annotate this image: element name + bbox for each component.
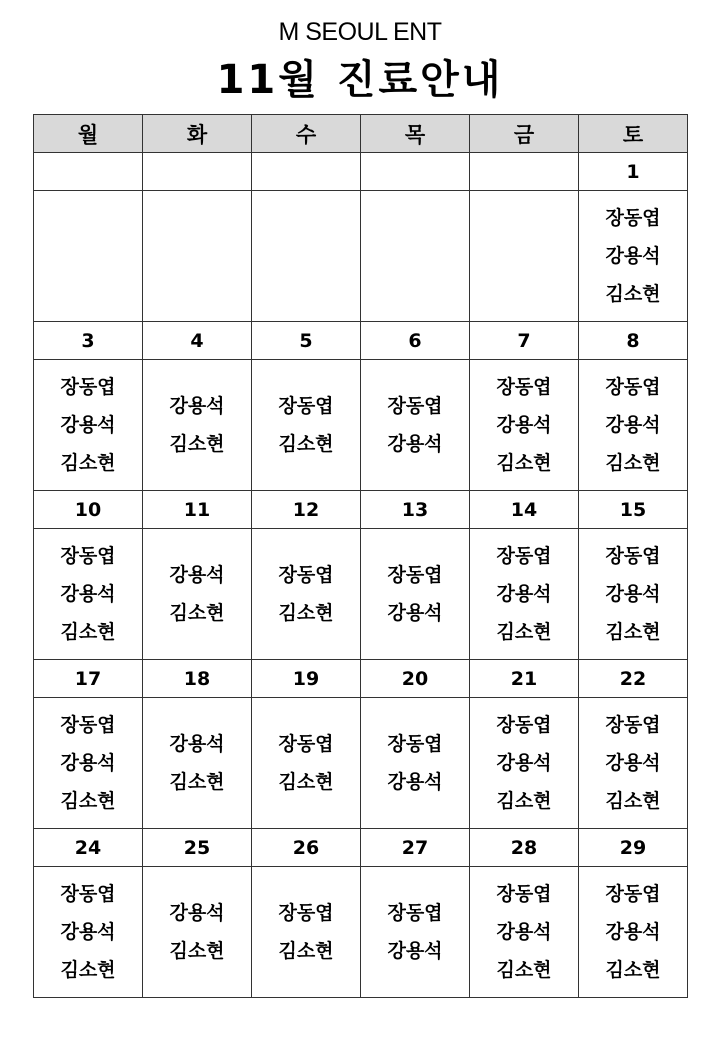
doctor-cell	[579, 529, 688, 660]
doctor-name: 강용석	[169, 395, 225, 417]
doctor-name: 장동엽	[60, 714, 116, 736]
doctor-row	[34, 360, 688, 491]
doctor-name: 김소현	[496, 790, 552, 812]
doctor-name: 김소현	[278, 771, 334, 793]
doctor-name: 장동엽	[60, 545, 116, 567]
date-cell: 28	[470, 829, 579, 867]
doctor-name: 장동엽	[387, 564, 443, 586]
doctor-name: 장동엽	[496, 714, 552, 736]
doctor-name: 강용석	[605, 921, 661, 943]
date-cell: 24	[34, 829, 143, 867]
doctor-row	[34, 529, 688, 660]
doctor-name: 김소현	[169, 433, 225, 455]
schedule-table	[33, 114, 688, 998]
doctor-cell	[252, 698, 361, 829]
doctor-name: 장동엽	[605, 545, 661, 567]
doctor-cell	[470, 360, 579, 491]
doctor-name: 김소현	[496, 959, 552, 981]
doctor-cell	[252, 191, 361, 322]
date-cell: 4	[143, 322, 252, 360]
doctor-cell	[361, 698, 470, 829]
doctor-name: 김소현	[278, 433, 334, 455]
date-cell	[143, 153, 252, 191]
doctor-name: 김소현	[278, 940, 334, 962]
date-cell: 19	[252, 660, 361, 698]
weekday-header: 목	[361, 115, 470, 153]
date-row	[34, 153, 688, 191]
doctor-cell	[361, 867, 470, 998]
date-cell: 27	[361, 829, 470, 867]
doctor-name: 장동엽	[60, 376, 116, 398]
doctor-name: 강용석	[60, 921, 116, 943]
doctor-name: 김소현	[278, 602, 334, 624]
date-cell: 22	[579, 660, 688, 698]
doctor-name: 강용석	[169, 902, 225, 924]
weekday-header: 화	[143, 115, 252, 153]
page-title: 11월 진료안내	[216, 57, 504, 103]
date-cell: 20	[361, 660, 470, 698]
doctor-cell	[470, 867, 579, 998]
date-cell: 18	[143, 660, 252, 698]
date-cell	[361, 153, 470, 191]
doctor-name: 김소현	[60, 452, 116, 474]
doctor-row	[34, 191, 688, 322]
date-cell: 7	[470, 322, 579, 360]
doctor-cell	[143, 867, 252, 998]
doctor-name: 장동엽	[605, 207, 661, 229]
date-cell: 29	[579, 829, 688, 867]
weekday-header: 월	[34, 115, 143, 153]
doctor-name: 장동엽	[278, 564, 334, 586]
doctor-cell	[579, 360, 688, 491]
doctor-name: 김소현	[605, 452, 661, 474]
doctor-name: 강용석	[496, 583, 552, 605]
doctor-name: 강용석	[387, 940, 443, 962]
doctor-name: 강용석	[60, 414, 116, 436]
date-cell: 6	[361, 322, 470, 360]
weekday-header-row	[34, 115, 688, 153]
doctor-name: 김소현	[496, 452, 552, 474]
doctor-name: 장동엽	[278, 395, 334, 417]
doctor-name: 장동엽	[496, 376, 552, 398]
doctor-name: 강용석	[169, 733, 225, 755]
date-cell: 12	[252, 491, 361, 529]
doctor-name: 장동엽	[387, 902, 443, 924]
doctor-cell	[34, 698, 143, 829]
doctor-name: 강용석	[169, 564, 225, 586]
doctor-name: 강용석	[60, 752, 116, 774]
doctor-name: 장동엽	[605, 883, 661, 905]
doctor-name: 장동엽	[496, 545, 552, 567]
doctor-cell	[579, 867, 688, 998]
doctor-cell	[143, 529, 252, 660]
doctor-cell	[361, 529, 470, 660]
doctor-name: 강용석	[60, 583, 116, 605]
date-cell: 26	[252, 829, 361, 867]
date-row	[34, 491, 688, 529]
weekday-header: 금	[470, 115, 579, 153]
doctor-name: 장동엽	[387, 733, 443, 755]
doctor-name: 강용석	[496, 414, 552, 436]
doctor-name: 김소현	[169, 602, 225, 624]
doctor-name: 김소현	[605, 621, 661, 643]
doctor-cell	[579, 191, 688, 322]
doctor-cell	[34, 360, 143, 491]
date-row	[34, 660, 688, 698]
doctor-name: 김소현	[605, 790, 661, 812]
doctor-name: 강용석	[496, 921, 552, 943]
doctor-name: 강용석	[387, 602, 443, 624]
doctor-cell	[470, 191, 579, 322]
doctor-name: 강용석	[605, 752, 661, 774]
clinic-name: M SEOUL ENT	[278, 18, 442, 46]
doctor-name: 장동엽	[605, 376, 661, 398]
doctor-cell	[143, 191, 252, 322]
doctor-cell	[470, 698, 579, 829]
doctor-cell	[361, 360, 470, 491]
doctor-name: 장동엽	[605, 714, 661, 736]
doctor-cell	[252, 867, 361, 998]
date-cell: 8	[579, 322, 688, 360]
doctor-cell	[143, 698, 252, 829]
doctor-name: 강용석	[387, 771, 443, 793]
date-cell: 11	[143, 491, 252, 529]
date-cell: 25	[143, 829, 252, 867]
date-cell	[470, 153, 579, 191]
doctor-name: 장동엽	[496, 883, 552, 905]
doctor-name: 강용석	[605, 245, 661, 267]
doctor-row	[34, 867, 688, 998]
doctor-name: 김소현	[496, 621, 552, 643]
doctor-cell	[34, 529, 143, 660]
date-cell: 17	[34, 660, 143, 698]
doctor-name: 장동엽	[278, 733, 334, 755]
doctor-name: 김소현	[60, 959, 116, 981]
doctor-cell	[579, 698, 688, 829]
doctor-name: 강용석	[387, 433, 443, 455]
doctor-cell	[252, 529, 361, 660]
doctor-row	[34, 698, 688, 829]
doctor-name: 김소현	[169, 771, 225, 793]
doctor-name: 강용석	[605, 414, 661, 436]
doctor-cell	[470, 529, 579, 660]
date-cell	[34, 153, 143, 191]
doctor-name: 장동엽	[60, 883, 116, 905]
date-cell: 15	[579, 491, 688, 529]
weekday-header: 수	[252, 115, 361, 153]
doctor-name: 장동엽	[278, 902, 334, 924]
date-row	[34, 322, 688, 360]
date-cell: 10	[34, 491, 143, 529]
date-cell: 13	[361, 491, 470, 529]
date-cell: 14	[470, 491, 579, 529]
weekday-header: 토	[579, 115, 688, 153]
date-cell: 5	[252, 322, 361, 360]
doctor-cell	[361, 191, 470, 322]
date-cell: 21	[470, 660, 579, 698]
doctor-name: 강용석	[496, 752, 552, 774]
doctor-cell	[252, 360, 361, 491]
doctor-cell	[143, 360, 252, 491]
doctor-name: 김소현	[169, 940, 225, 962]
doctor-name: 김소현	[60, 790, 116, 812]
date-cell: 3	[34, 322, 143, 360]
date-cell: 1	[579, 153, 688, 191]
doctor-name: 김소현	[60, 621, 116, 643]
doctor-cell	[34, 191, 143, 322]
doctor-name: 김소현	[605, 283, 661, 305]
doctor-name: 장동엽	[387, 395, 443, 417]
doctor-name: 김소현	[605, 959, 661, 981]
date-row	[34, 829, 688, 867]
doctor-cell	[34, 867, 143, 998]
doctor-name: 강용석	[605, 583, 661, 605]
date-cell	[252, 153, 361, 191]
